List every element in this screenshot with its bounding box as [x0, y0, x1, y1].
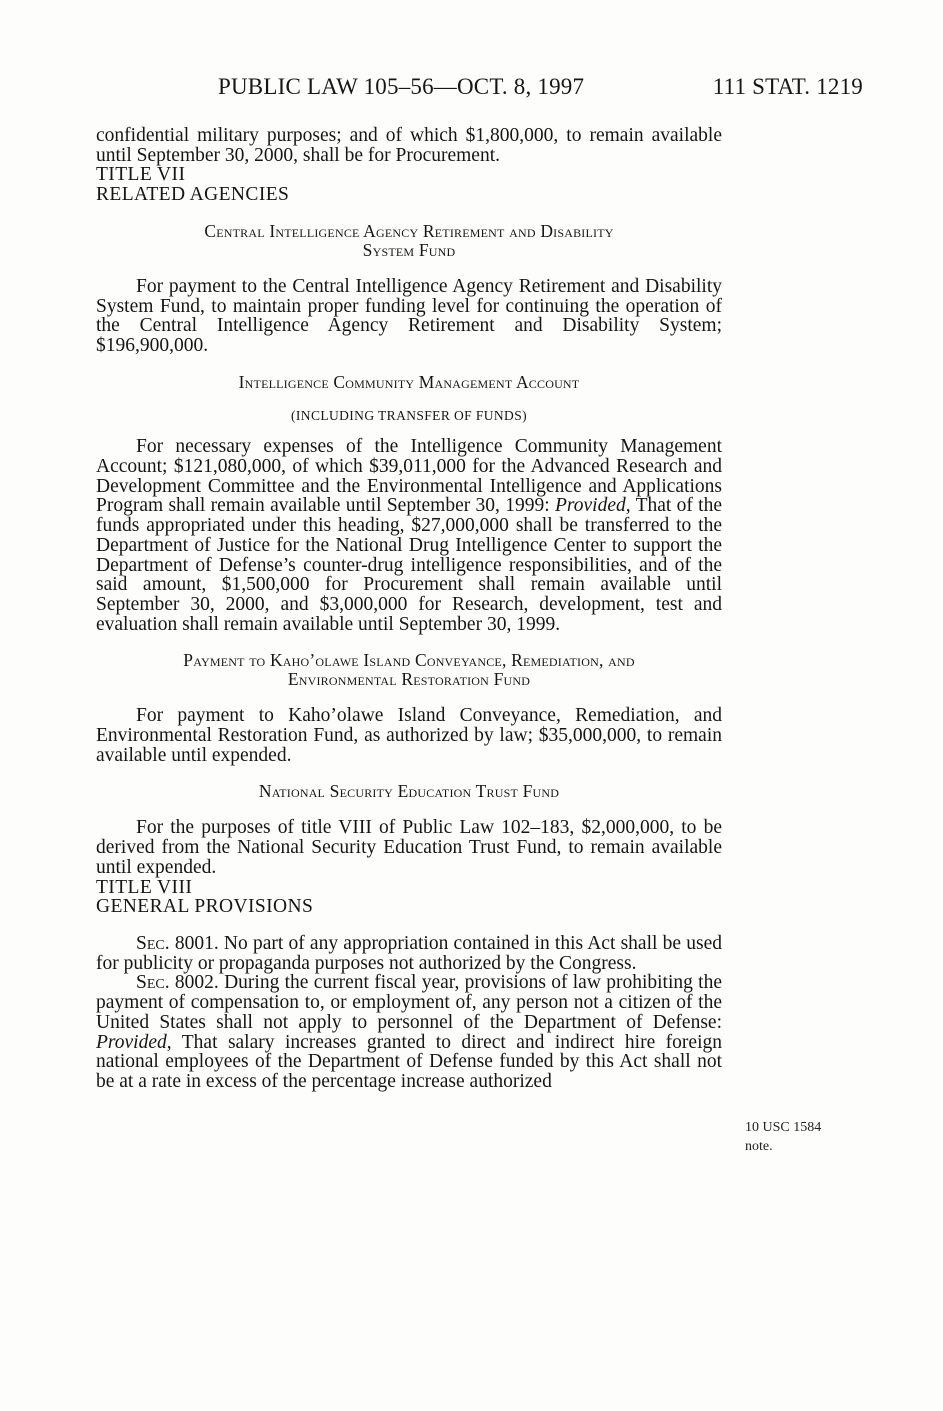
sec-8001-text: No part of any appropriation contained in this Act shall be used for publicity or propaganda purposes not authorized by the Congress. [96, 932, 722, 974]
sec-8002-text-part1: During the current fiscal year, provisions of law prohibiting the payment of compensation to, or employment of, any person not a citizen of the United States shall not apply to personnel of the Department of Defense: [96, 972, 722, 1033]
sec-8002-text-part2: , That salary increases granted to direct and indirect hire foreign national employees of the Department of Defense funded by this Act shall not be at a rate in excess of the percentage increase authorized [96, 1031, 722, 1092]
kahoolawe-heading [96, 651, 722, 689]
nset-paragraph: For the purposes of title VIII of Public Law 102–183, $2,000,000, to be derived from the National Security Education Trust Fund, to remain available until expended. [96, 817, 722, 878]
continued-paragraph: confidential military purposes; and of which $1,800,000, to remain available until September 30, 2000, shall be for Procurement. [96, 125, 722, 166]
cia-fund-heading-line2: System Fund [362, 239, 456, 260]
icma-text-part2: , That of the funds appropriated under this heading, $27,000,000 shall be transferred to the Department of Justice for the National Drug Intelligence Center to support the Department of Defense’s counter-drug intelligence responsibilities, and of the said amount, $1,500,000 for Procurement shall remain available until September 30, 2000, and $3,000,000 for Research, development, test and evaluation shall remain available until September 30, 1999. [96, 495, 723, 635]
icma-parenthetical: (INCLUDING TRANSFER OF FUNDS) [291, 407, 527, 423]
icma-heading: Intelligence Community Management Account [238, 371, 580, 392]
cia-fund-heading-line1: Central Intelligence Agency Retirement and Disability [204, 220, 614, 241]
margin-note-suffix: note. [745, 1139, 773, 1154]
body-text-column [96, 126, 722, 1092]
icma-paragraph [96, 437, 722, 634]
cia-fund-heading [96, 222, 722, 260]
icma-text-part1: For necessary expenses of the Intelligence Community Management Account; $121,080,000, of which $39,011,000 for the Advanced Research and Development Committee and the Environmental Intelligence and Applications Program shall remain available until September 30, 1999: [96, 436, 722, 517]
sec-8002-paragraph [96, 973, 722, 1091]
title-vii-subheading: RELATED AGENCIES [96, 184, 290, 206]
nset-heading: National Security Education Trust Fund [258, 781, 560, 802]
stat-page-number: 111 STAT. 1219 [712, 74, 863, 99]
title-viii-subheading: GENERAL PROVISIONS [96, 896, 314, 918]
public-law-citation: PUBLIC LAW 105–56—OCT. 8, 1997 [218, 74, 585, 99]
margin-note [745, 1118, 845, 1156]
title-viii-heading: TITLE VIII [96, 876, 193, 898]
title-vii-heading: TITLE VII [96, 164, 186, 186]
icma-provided-italic: Provided [554, 495, 626, 517]
kahoolawe-heading-line2: Environmental Restoration Fund [287, 669, 531, 690]
sec-8002-provided-italic: Provided [96, 1031, 167, 1053]
cia-fund-paragraph: For payment to the Central Intelligence Agency Retirement and Disability System Fund, to maintain proper funding level for continuing the operation of the Central Intelligence Agency Retirement and Disability System; $196,900,000. [96, 275, 722, 356]
kahoolawe-paragraph: For payment to Kaho’olawe Island Conveyance, Remediation, and Environmental Restoration Fund, as authorized by law; $35,000,000, to remain available until expended. [96, 705, 722, 766]
kahoolawe-heading-line1: Payment to Kaho’olawe Island Conveyance, Remediation, and [183, 650, 635, 671]
running-head [218, 74, 863, 104]
sec-8001-label: Sec. 8001. [136, 932, 219, 954]
sec-8002-label: Sec. 8002. [136, 972, 219, 994]
sec-8001-paragraph [96, 934, 722, 973]
margin-note-citation: 10 USC 1584 [745, 1120, 822, 1135]
